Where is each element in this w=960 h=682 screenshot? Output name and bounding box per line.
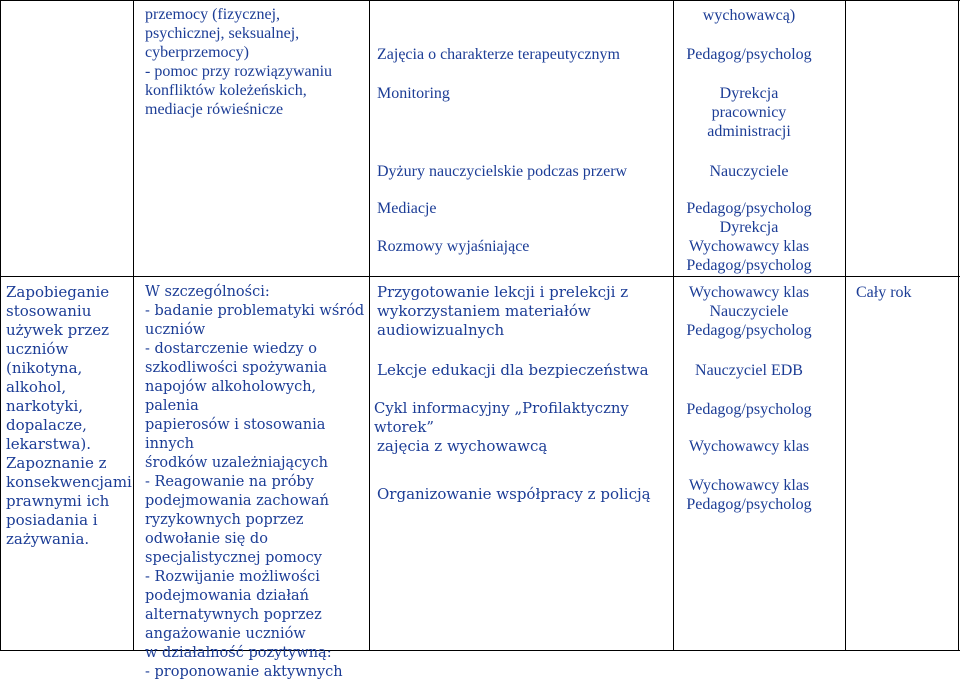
table-border-top bbox=[0, 0, 960, 1]
table-col-divider bbox=[369, 0, 370, 651]
table-cell-activity: Zajęcia o charakterze terapeutycznym bbox=[377, 46, 620, 63]
table-cell-responsible: Pedagog/psycholog bbox=[686, 46, 812, 63]
table-col-divider bbox=[845, 0, 846, 651]
table-cell-responsible: Pedagog/psycholog Dyrekcja Wychowawcy klas Pedagog/psycholog bbox=[686, 200, 812, 274]
table-cell-responsible: Wychowawcy klas Nauczyciele Pedagog/psycholog bbox=[686, 284, 812, 339]
table-cell-activity: Mediacje bbox=[377, 200, 437, 217]
table-cell-responsible: Pedagog/psycholog bbox=[686, 401, 812, 418]
table-cell-responsible: Nauczyciel EDB bbox=[695, 362, 803, 379]
table-col-divider bbox=[133, 0, 134, 651]
table-row-divider bbox=[0, 276, 960, 277]
table-cell-activity: Organizowanie współpracy z policją bbox=[377, 485, 651, 503]
table-border-bottom bbox=[0, 650, 960, 651]
table-cell-forms: przemocy (fizycznej, psychicznej, seksualnej, cyberprzemocy) - pomoc przy rozwiązywaniu konfliktów koleżeńskich, mediacje rówieśnicze bbox=[145, 6, 333, 118]
table-cell-activity: Lekcje edukacji dla bezpieczeństwa bbox=[377, 361, 649, 379]
table-border-left bbox=[0, 0, 1, 651]
table-border-right bbox=[958, 0, 959, 651]
table-cell-activity: Monitoring bbox=[377, 85, 450, 102]
table-cell-activity: Rozmowy wyjaśniające bbox=[377, 238, 530, 255]
table-cell-goal: Zapobieganie stosowaniu używek przez uczniów (nikotyna, alkohol, narkotyki, dopalacze, lekarstwa). Zapoznanie z konsekwencjami prawnymi ich posiadania i zażywania. bbox=[6, 283, 132, 548]
table-cell-activity: Cykl informacyjny „Profilaktyczny wtorek” bbox=[374, 400, 629, 436]
table-cell-forms: W szczególności: - badanie problematyki wśród uczniów - dostarczenie wiedzy o szkodliwości spożywania napojów alkoholowych, palenia papierosów i stosowania innych środków uzależniających - Reagowanie na próby podejmowania zachowań ryzykownych poprzez odwołanie się do specjalistycznej pomocy - Rozwijanie możliwości podejmowania działań alternatywnych poprzez angażowanie uczniów w działalność pozytywną: - proponowanie aktywnych bbox=[145, 284, 365, 680]
table-cell-responsible: wychowawcą) bbox=[702, 7, 796, 24]
table-cell-activity: zajęcia z wychowawcą bbox=[377, 437, 548, 455]
table-cell-activity: Dyżury nauczycielskie podczas przerw bbox=[377, 163, 628, 180]
table-cell-responsible: Wychowawcy klas Pedagog/psycholog bbox=[686, 477, 812, 513]
table-cell-activity: Przygotowanie lekcji i prelekcji z wykorzystaniem materiałów audiowizualnych bbox=[377, 283, 629, 339]
table-cell-responsible: Wychowawcy klas bbox=[688, 438, 810, 455]
table-cell-responsible: Dyrekcja pracownicy administracji bbox=[707, 85, 791, 140]
table-cell-responsible: Nauczyciele bbox=[709, 163, 789, 180]
table-cell-deadline: Cały rok bbox=[856, 284, 912, 301]
